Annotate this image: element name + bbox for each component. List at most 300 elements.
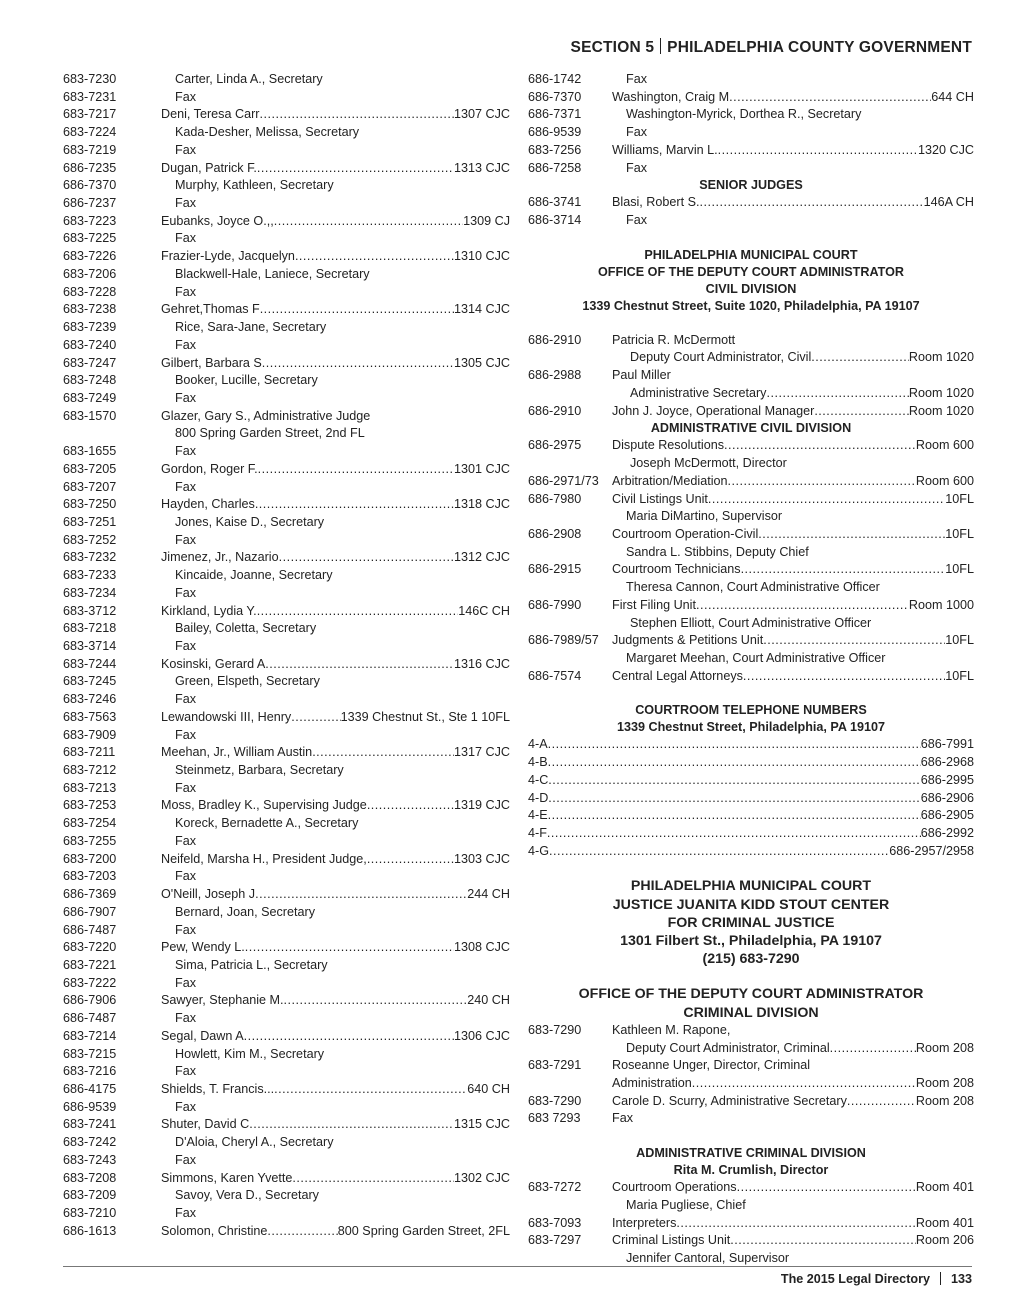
entry-text <box>161 213 510 231</box>
phone-number: 683-7218 <box>63 621 117 636</box>
phone-number <box>528 615 612 633</box>
directory-entry <box>63 266 510 284</box>
entry-location: 1305 CJC <box>453 355 510 370</box>
entry-text <box>612 71 974 89</box>
entry-text <box>161 922 510 940</box>
leader-dots <box>548 790 920 808</box>
phone-number: 683-7239 <box>63 320 117 335</box>
entry-text <box>612 106 974 124</box>
directory-entry <box>528 212 974 230</box>
entry-name: Administration <box>612 1076 692 1091</box>
leader-dots <box>548 754 921 772</box>
phone-number: 686-2910 <box>528 403 582 418</box>
phone-number: 683-7205 <box>63 461 117 476</box>
phone-number: 683-7216 <box>63 1064 117 1079</box>
entry-location: 240 CH <box>467 993 510 1008</box>
entry-name: 4-B <box>528 755 548 770</box>
entry-name: Steinmetz, Barbara, Secretary <box>175 763 344 778</box>
entry-name: Washington, Craig M <box>612 89 730 104</box>
entry-text <box>161 868 510 886</box>
directory-entry <box>63 443 510 461</box>
phone-number: 686-7906 <box>63 993 117 1008</box>
entry-text <box>528 843 974 861</box>
directory-entry <box>63 1099 510 1117</box>
entry-location: 1316 CJC <box>453 656 510 671</box>
entry-name: Carter, Linda A., Secretary <box>175 72 323 86</box>
entry-text <box>161 673 510 691</box>
directory-entry <box>63 780 510 798</box>
entry-location: Room 401 <box>915 1180 974 1195</box>
directory-entry <box>63 1081 510 1099</box>
phone-number: 683-7203 <box>63 869 117 884</box>
entry-name: Frazier-Lyde, Jacquelyn <box>161 249 295 264</box>
entry-location: 1306 CJC <box>453 1028 510 1043</box>
directory-entry <box>63 532 510 550</box>
spacer <box>528 315 974 332</box>
directory-entry <box>63 479 510 497</box>
entry-name: Dugan, Patrick F. <box>161 160 257 175</box>
entry-name: Courtroom Operations <box>612 1180 737 1195</box>
phone-number: 683-7290 <box>528 1022 582 1037</box>
leader-dots <box>758 526 945 544</box>
entry-text <box>612 597 974 615</box>
directory-entry <box>63 620 510 638</box>
entry-name: Courtroom Operation-Civil <box>612 526 759 541</box>
entry-name: Roseanne Unger, Director, Criminal <box>612 1058 811 1073</box>
entry-text <box>161 1099 510 1117</box>
entry-location: 800 Spring Garden Street, 2FL <box>337 1223 510 1238</box>
entry-text <box>161 372 510 390</box>
phone-number: 683-7243 <box>63 1152 117 1167</box>
leader-dots <box>724 437 916 455</box>
entry-location: 244 CH <box>467 887 510 902</box>
entry-name: Fax <box>175 1011 196 1026</box>
phone-number: 686-4175 <box>63 1081 117 1096</box>
entry-text <box>161 142 510 160</box>
directory-entry <box>63 461 510 479</box>
entry-location: 10FL <box>945 526 974 541</box>
directory-entry <box>63 549 510 567</box>
entry-text <box>612 212 974 230</box>
entry-name: Fax <box>175 231 196 246</box>
entry-text <box>161 620 510 638</box>
entry-name: Kathleen M. Rapone, <box>612 1022 731 1037</box>
entry-text <box>161 992 510 1010</box>
leader-dots <box>741 561 946 579</box>
entry-name: Fax <box>175 585 196 600</box>
right-column <box>528 71 974 1268</box>
entry-name: Gehret,Thomas F <box>161 302 260 317</box>
entry-name: Kincaide, Joanne, Secretary <box>175 568 333 583</box>
entry-name: Arbitration/Mediation <box>612 473 728 488</box>
leader-dots <box>292 1170 454 1188</box>
entry-name: Gilbert, Barbara S <box>161 355 262 370</box>
directory-entry <box>528 736 974 754</box>
directory-entry <box>63 1116 510 1134</box>
entry-name: Segal, Dawn A <box>161 1028 244 1043</box>
entry-text <box>612 455 974 473</box>
phone-number: 683-7252 <box>63 532 117 547</box>
entry-name: Pew, Wendy L. <box>161 940 245 955</box>
directory-entry <box>528 106 974 124</box>
section-heading: OFFICE OF THE DEPUTY COURT ADMINISTRATOR <box>598 264 904 279</box>
section-heading: (215) 683-7290 <box>702 951 800 968</box>
directory-entry <box>528 1197 974 1215</box>
entry-location: 10FL <box>945 562 974 577</box>
entry-text <box>528 825 974 843</box>
directory-entry <box>63 1063 510 1081</box>
directory-entry <box>528 1232 974 1250</box>
phone-number: 683-7213 <box>63 780 117 795</box>
phone-number: 683-7207 <box>63 479 117 494</box>
entry-name: Fax <box>175 444 196 459</box>
entry-location: Room 1020 <box>908 385 974 400</box>
directory-entry <box>528 367 974 385</box>
phone-number: 683-7297 <box>528 1233 582 1248</box>
entry-text <box>161 1170 510 1188</box>
entry-text <box>612 437 974 455</box>
entry-location: 1319 CJC <box>453 798 510 813</box>
directory-entry <box>63 727 510 745</box>
entry-location: 686-2906 <box>920 790 974 805</box>
entry-text <box>161 727 510 745</box>
entry-text <box>161 89 510 107</box>
directory-entry <box>63 709 510 727</box>
directory-entry <box>63 301 510 319</box>
entry-text <box>612 1110 974 1128</box>
entry-location: 1315 CJC <box>453 1117 510 1132</box>
entry-text <box>612 668 974 686</box>
directory-entry <box>63 1152 510 1170</box>
entry-text <box>612 89 974 107</box>
entry-name: Fax <box>626 125 647 140</box>
leader-dots <box>847 1093 916 1111</box>
directory-entry <box>528 332 974 350</box>
entry-name: Neifeld, Marsha H., President Judge, <box>161 851 367 866</box>
section-heading: JUSTICE JUANITA KIDD STOUT CENTER <box>612 896 890 913</box>
phone-number: 683-7240 <box>63 337 117 352</box>
entry-location: 1320 CJC <box>917 142 974 157</box>
entry-name: Carole D. Scurry, Administrative Secretary <box>612 1093 847 1108</box>
entry-text <box>528 772 974 790</box>
entry-name: 4-E <box>528 808 548 823</box>
phone-number: 683-7215 <box>63 1046 117 1061</box>
phone-number: 683-7231 <box>63 89 117 104</box>
entry-text <box>161 851 510 869</box>
directory-entry <box>528 437 974 455</box>
entry-text <box>612 579 974 597</box>
entry-name: Jimenez, Jr., Nazario <box>161 550 279 565</box>
directory-entry <box>63 160 510 178</box>
entry-text <box>612 367 974 385</box>
directory-entry <box>63 514 510 532</box>
entry-name: Fax <box>175 727 196 742</box>
entry-name: First Filing Unit <box>612 597 696 612</box>
phone-number: 683-7253 <box>63 798 117 813</box>
directory-entry <box>63 922 510 940</box>
entry-location: 146C CH <box>458 603 510 618</box>
leader-dots <box>737 1179 916 1197</box>
section-heading: SENIOR JUDGES <box>699 178 803 193</box>
phone-number: 683-7272 <box>528 1180 582 1195</box>
entry-location: 1312 CJC <box>453 550 510 565</box>
phone-number: 683-7255 <box>63 833 117 848</box>
directory-entry <box>528 615 974 633</box>
entry-name: Patricia R. McDermott <box>612 332 736 347</box>
directory-entry <box>528 597 974 615</box>
entry-text <box>161 815 510 833</box>
entry-name: Moss, Bradley K., Supervising Judge <box>161 798 367 813</box>
leader-dots <box>676 1215 915 1233</box>
entry-location: 644 CH <box>931 89 974 104</box>
directory-entry <box>63 833 510 851</box>
entry-text <box>612 194 974 212</box>
phone-number: 686-2988 <box>528 368 582 383</box>
leader-dots <box>547 825 921 843</box>
phone-number: 683-7290 <box>528 1093 582 1108</box>
phone-number: 683-7220 <box>63 940 117 955</box>
entry-text <box>161 904 510 922</box>
phone-number: 686-2915 <box>528 562 582 577</box>
entry-location: 1317 CJC <box>453 745 510 760</box>
entry-name: Maria DiMartino, Supervisor <box>626 509 783 524</box>
phone-number <box>528 1197 612 1215</box>
entry-name: Maria Pugliese, Chief <box>626 1197 746 1212</box>
entry-text <box>612 1093 974 1111</box>
entry-name: 4-C <box>528 772 549 787</box>
entry-name: Fax <box>175 390 196 405</box>
phone-number: 683 7293 <box>528 1111 581 1126</box>
leader-dots <box>274 213 463 231</box>
leader-dots <box>249 1116 454 1134</box>
phone-number: 683-7254 <box>63 816 117 831</box>
entry-name: Deputy Court Administrator, Criminal <box>626 1040 830 1055</box>
entry-location: Room 206 <box>915 1233 974 1248</box>
entry-name: Fax <box>175 1099 196 1114</box>
entry-text <box>161 567 510 585</box>
entry-name: Fax <box>626 160 647 175</box>
directory-entry <box>528 632 974 650</box>
entry-name: Shields, T. Francis... <box>161 1081 275 1096</box>
entry-text <box>161 780 510 798</box>
directory-entry <box>63 762 510 780</box>
leader-dots <box>257 603 459 621</box>
directory-entry <box>63 603 510 621</box>
phone-number: 686-2971/73 <box>528 473 599 488</box>
entry-text <box>612 142 974 160</box>
section-title: PHILADELPHIA COUNTY GOVERNMENT <box>667 39 972 56</box>
entry-name: Fax <box>175 833 196 848</box>
entry-name: John J. Joyce, Operational Manager <box>612 403 815 418</box>
leader-dots <box>692 1075 916 1093</box>
entry-location: 640 CH <box>467 1081 510 1096</box>
leader-dots <box>367 797 454 815</box>
entry-name: Lewandowski III, Henry <box>161 709 292 724</box>
directory-entry <box>63 886 510 904</box>
entry-text <box>161 762 510 780</box>
directory-entry <box>63 744 510 762</box>
entry-name: Fax <box>626 72 647 86</box>
phone-number: 683-7208 <box>63 1170 117 1185</box>
directory-entry <box>528 807 974 825</box>
phone-number: 686-7907 <box>63 904 117 919</box>
entry-text <box>161 461 510 479</box>
directory-entry <box>63 1187 510 1205</box>
directory-entry <box>528 1075 974 1093</box>
phone-number: 683-7246 <box>63 692 117 707</box>
entry-text <box>161 1063 510 1081</box>
spacer <box>528 860 974 877</box>
phone-number <box>528 544 612 562</box>
entry-name: 4-A <box>528 737 548 752</box>
leader-dots <box>549 843 889 861</box>
directory-entry <box>63 195 510 213</box>
directory-entry <box>528 491 974 509</box>
directory-entry <box>528 194 974 212</box>
phone-number: 683-7214 <box>63 1028 117 1043</box>
entry-text <box>612 1232 974 1250</box>
directory-entry <box>63 975 510 993</box>
directory-entry <box>528 160 974 178</box>
section-heading: CRIMINAL DIVISION <box>683 1004 819 1021</box>
section-heading: COURTROOM TELEPHONE NUMBERS <box>635 703 867 718</box>
directory-entry <box>528 1057 974 1075</box>
entry-text <box>161 833 510 851</box>
phone-number: 686-7370 <box>63 178 117 193</box>
entry-location: 10FL <box>945 633 974 648</box>
page-number: 133 <box>950 1272 972 1286</box>
entry-text <box>612 632 974 650</box>
directory-entry <box>63 868 510 886</box>
entry-location: Room 1020 <box>908 350 974 365</box>
phone-number: 686-7371 <box>528 107 582 122</box>
directory-entry <box>63 1170 510 1188</box>
entry-name: Fax <box>175 1064 196 1079</box>
phone-number: 683-7249 <box>63 390 117 405</box>
phone-number: 683-1655 <box>63 444 117 459</box>
entry-text <box>161 425 510 443</box>
entry-text <box>161 638 510 656</box>
leader-dots <box>244 1028 454 1046</box>
phone-number: 683-7200 <box>63 851 117 866</box>
entry-name: Meehan, Jr., William Austin <box>161 745 313 760</box>
entry-text <box>612 385 974 403</box>
spacer <box>528 685 974 702</box>
directory-entry <box>63 248 510 266</box>
phone-number: 683-7233 <box>63 568 117 583</box>
entry-name: Stephen Elliott, Court Administrative Officer <box>630 615 872 630</box>
section-heading: 1339 Chestnut Street, Suite 1020, Philadelphia, PA 19107 <box>582 298 920 313</box>
entry-text <box>161 355 510 373</box>
directory-entry <box>63 1046 510 1064</box>
phone-number: 683-7241 <box>63 1117 117 1132</box>
entry-location: Room 600 <box>915 438 974 453</box>
directory-entry <box>528 561 974 579</box>
entry-location: Room 1020 <box>908 403 974 418</box>
phone-number: 686-7237 <box>63 196 117 211</box>
entry-name: Deputy Court Administrator, Civil <box>630 350 812 365</box>
leader-dots <box>700 194 924 212</box>
entry-text <box>161 1205 510 1223</box>
spacer <box>528 1128 974 1145</box>
entry-location: 10FL <box>945 491 974 506</box>
section-heading: ADMINISTRATIVE CRIMINAL DIVISION <box>636 1146 866 1161</box>
entry-text <box>161 266 510 284</box>
entry-name: Fax <box>175 869 196 884</box>
entry-name: 4-G <box>528 843 549 858</box>
entry-name: Fax <box>175 639 196 653</box>
entry-text <box>161 514 510 532</box>
entry-name: Fax <box>175 479 196 494</box>
entry-location: Room 401 <box>915 1215 974 1230</box>
entry-location: 1309 CJ <box>463 213 510 228</box>
phone-number <box>528 1075 612 1093</box>
directory-entry <box>63 904 510 922</box>
entry-text <box>612 160 974 178</box>
phone-number: 683-7217 <box>63 107 117 122</box>
directory-entry <box>528 403 974 421</box>
entry-name: Civil Listings Unit <box>612 491 708 506</box>
directory-entry <box>528 89 974 107</box>
entry-text <box>161 1134 510 1152</box>
entry-name: Courtroom Technicians <box>612 562 741 577</box>
phone-number: 683-7248 <box>63 373 117 388</box>
phone-number: 686-9539 <box>528 125 582 140</box>
directory-entry <box>63 567 510 585</box>
entry-text <box>612 491 974 509</box>
footer-separator <box>940 1272 941 1285</box>
section-number: SECTION 5 <box>570 39 655 56</box>
phone-number <box>528 650 612 668</box>
leader-dots <box>284 992 468 1010</box>
entry-name: Booker, Lucille, Secretary <box>175 373 318 388</box>
phone-number: 686-2908 <box>528 526 582 541</box>
directory-entry <box>63 408 510 426</box>
entry-name: Koreck, Bernadette A., Secretary <box>175 816 359 831</box>
directory-entry <box>63 957 510 975</box>
phone-number: 686-1613 <box>63 1223 117 1238</box>
phone-number: 683-7212 <box>63 763 117 778</box>
leader-dots <box>763 632 945 650</box>
entry-location: Room 208 <box>915 1093 974 1108</box>
entry-text <box>161 1187 510 1205</box>
entry-name: Fax <box>175 1206 196 1220</box>
directory-entry <box>528 544 974 562</box>
entry-name: Solomon, Christine <box>161 1223 268 1238</box>
leader-dots <box>279 549 454 567</box>
leader-dots <box>259 106 454 124</box>
entry-text <box>612 1057 974 1075</box>
entry-name: Interpreters <box>612 1215 677 1230</box>
entry-location: 1310 CJC <box>453 249 510 264</box>
spacer <box>528 230 974 247</box>
entry-text <box>161 532 510 550</box>
entry-name: Fax <box>175 142 196 157</box>
entry-location: 686-2957/2958 <box>889 843 974 858</box>
entry-name: Green, Elspeth, Secretary <box>175 674 320 689</box>
entry-name: Shuter, David C <box>161 1117 250 1132</box>
phone-number: 683-7223 <box>63 213 117 228</box>
entry-text <box>612 544 974 562</box>
entry-text <box>612 1022 974 1040</box>
entry-name: Hayden, Charles <box>161 497 255 512</box>
phone-number: 683-7222 <box>63 975 117 990</box>
entry-name: Sima, Patricia L., Secretary <box>175 957 328 972</box>
phone-number <box>63 425 161 443</box>
directory-entry <box>63 106 510 124</box>
entry-name: Sandra L. Stibbins, Deputy Chief <box>626 544 809 559</box>
entry-text <box>161 656 510 674</box>
